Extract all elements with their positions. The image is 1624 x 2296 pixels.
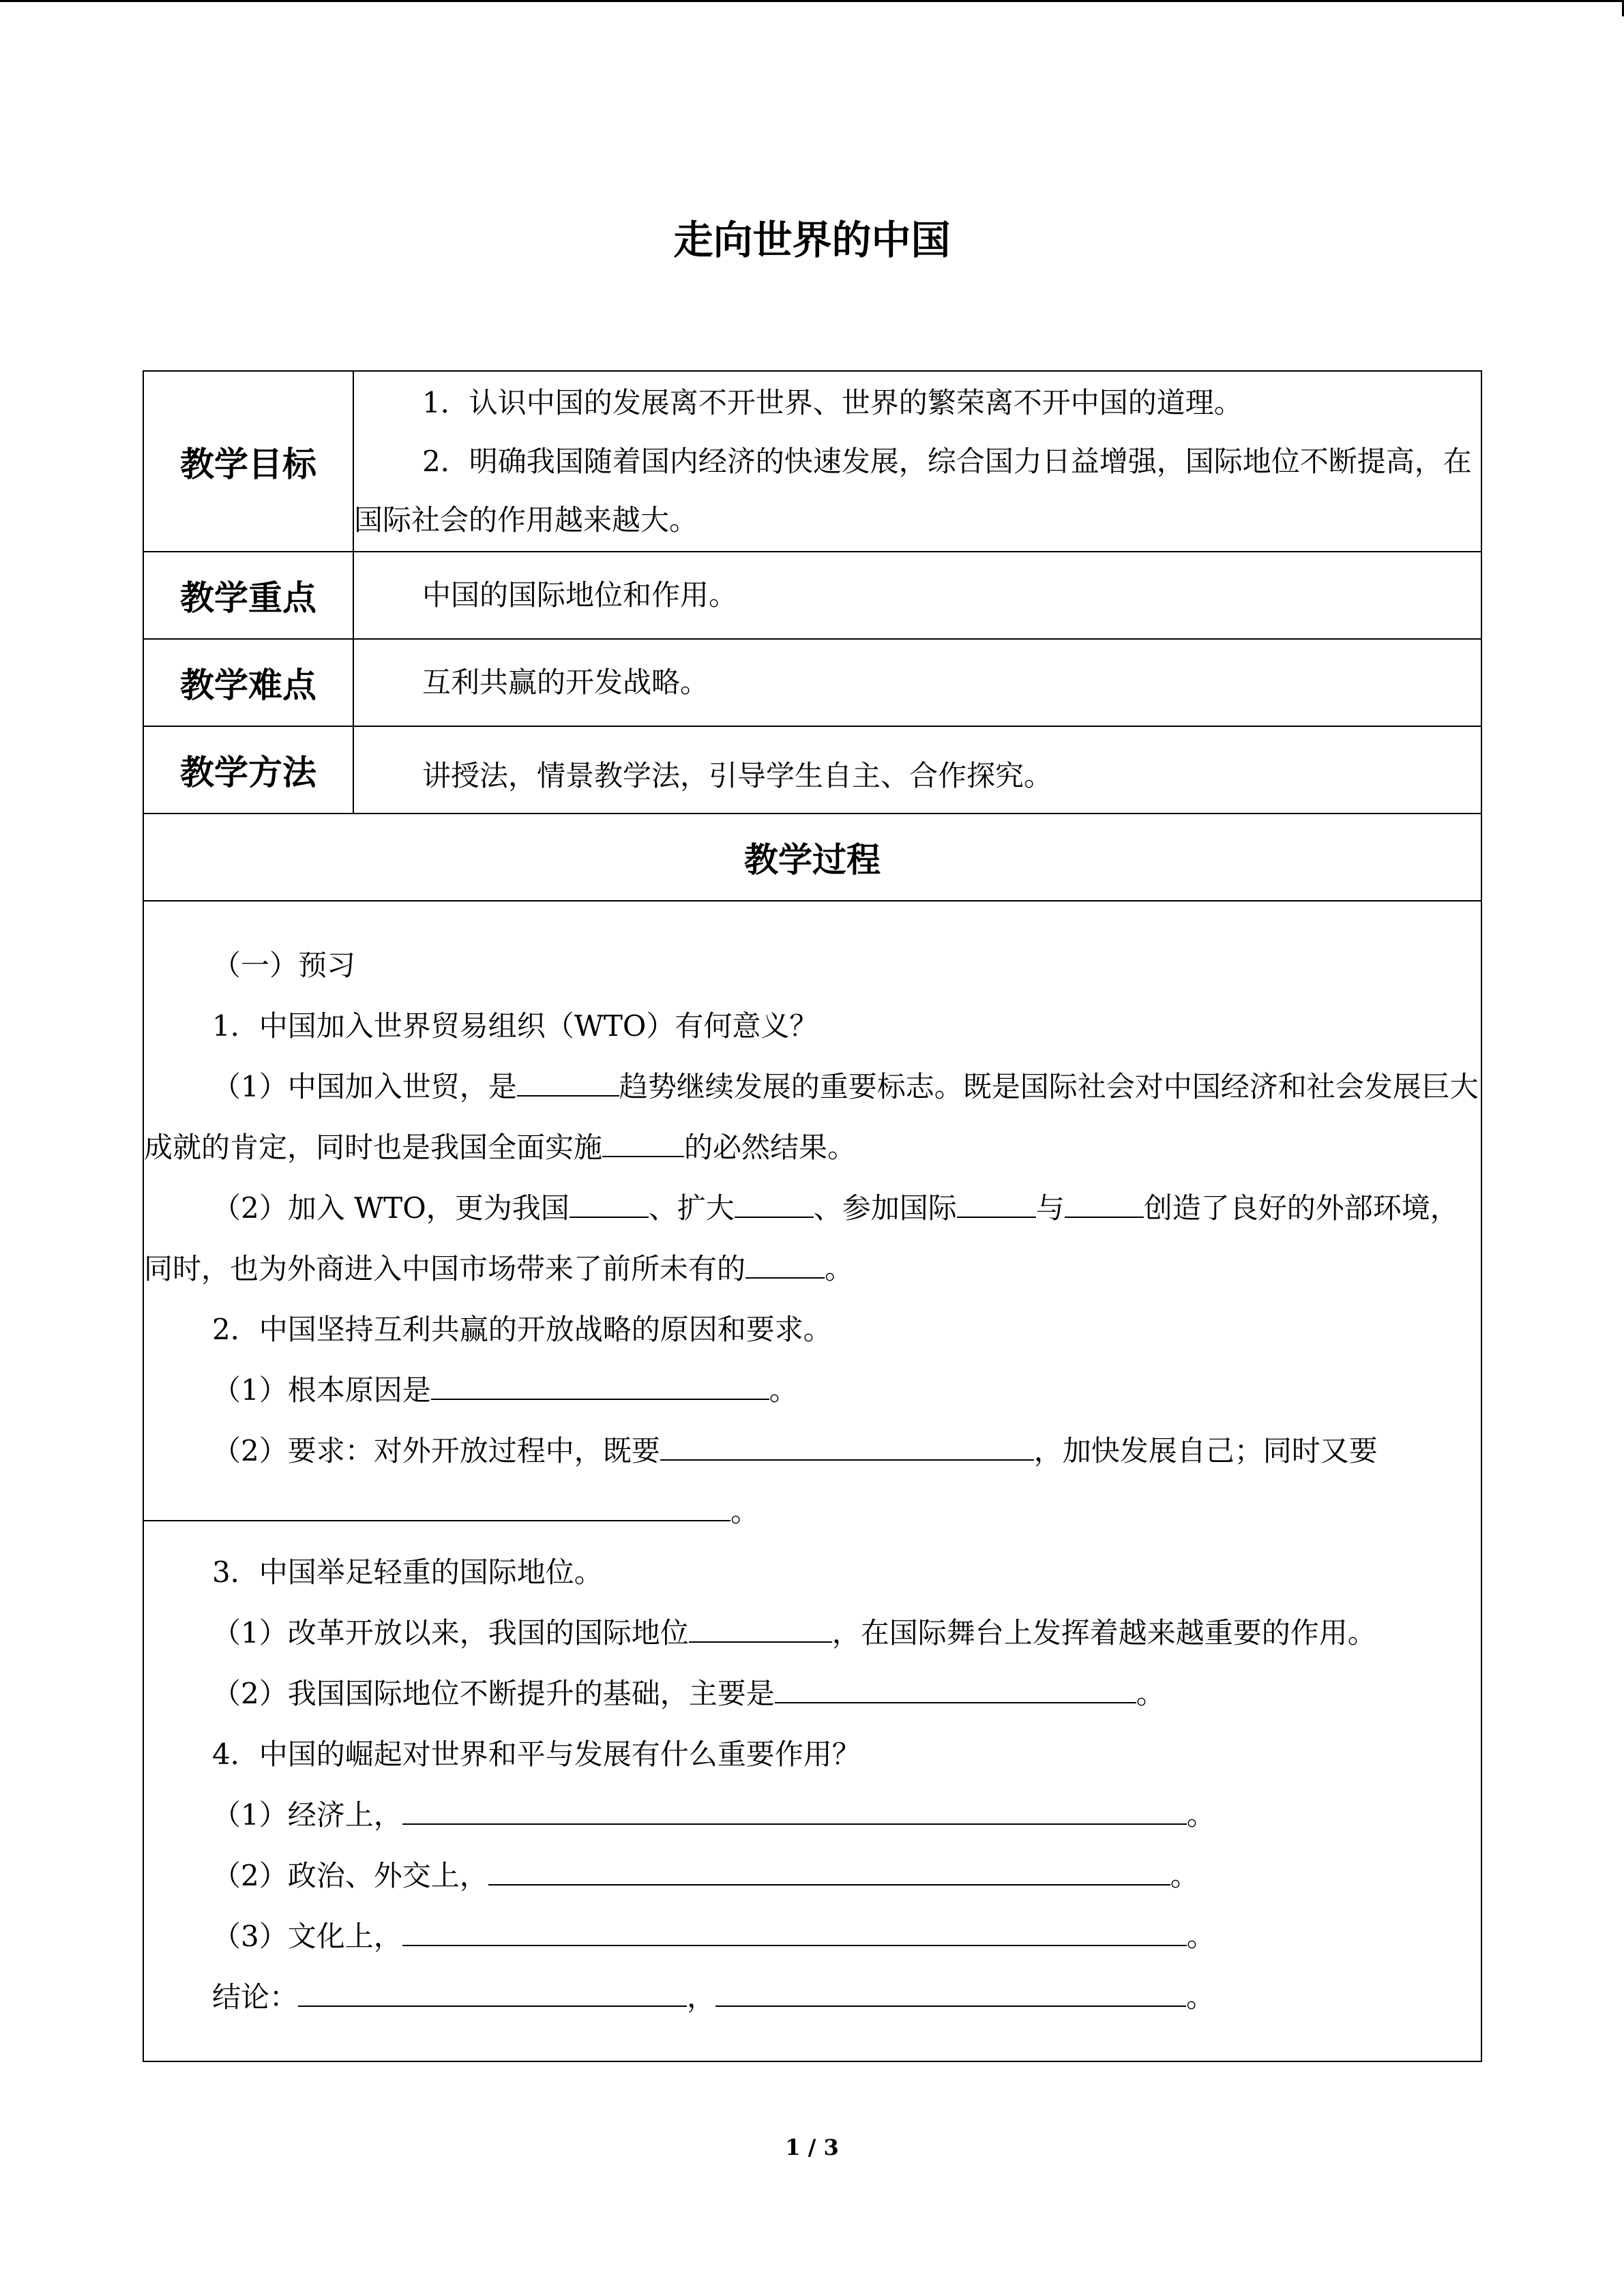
cell-teaching-goals [353,371,1481,552]
label-methods: 教学方法 [143,726,353,814]
label-difficulties: 教学难点 [143,639,353,726]
q2b-text-1: （2）要求：对外开放过程中，既要 [212,1434,660,1467]
fill-blank[interactable] [735,1189,814,1218]
fill-blank[interactable] [745,1250,825,1279]
question-2: 2．中国坚持互利共赢的开放战略的原因和要求。 [212,1313,832,1346]
fill-blank[interactable] [1065,1189,1144,1218]
q4a-text-2: 。 [1186,1798,1215,1832]
q3b-text-1: （2）我国国际地位不断提升的基础，主要是 [212,1677,775,1710]
q3b-text-2: 。 [1136,1677,1165,1710]
fill-blank[interactable] [517,1068,619,1097]
conclusion-text-3: 。 [1186,1980,1215,2014]
fill-blank[interactable] [715,1978,1186,2007]
fill-blank[interactable] [298,1978,687,2007]
q1a-text-3: 的必然结果。 [684,1131,857,1164]
question-1-part-2 [144,1178,1481,1299]
q3a-text-1: （1）改革开放以来，我国的国际地位 [212,1616,689,1650]
fill-blank[interactable] [488,1857,1170,1885]
q4b-text-2: 。 [1170,1859,1199,1892]
q2b-text-2: ，加快发展自己；同时又要 [1033,1434,1378,1467]
question-3-part-2 [144,1663,1481,1724]
label-teaching-goals: 教学目标 [143,371,353,552]
row-difficulties [143,639,1481,726]
process-heading: 教学过程 [143,814,1481,901]
q2b-text-3: 。 [730,1495,760,1528]
fill-blank[interactable] [431,1371,769,1400]
q1b-text-5: 创造了良好的外部环境，同时，也为外商进入中国市场带来了前所未有的 [144,1191,1459,1285]
section-preview-heading: （一）预习 [212,949,356,982]
q1b-text-2: 、扩大 [648,1191,735,1225]
row-key-points [143,552,1481,639]
q4c-text-2: 。 [1186,1920,1215,1953]
q1b-text-1: （2）加入 WTO，更为我国 [212,1191,570,1225]
q2a-text-2: 。 [769,1373,798,1407]
difficulties-text: 互利共赢的开发战略。 [422,666,709,699]
fill-blank[interactable] [402,1796,1187,1825]
cell-methods [353,726,1481,814]
page-number: 1 / 3 [785,2134,839,2160]
q4c-text-1: （3）文化上， [212,1920,402,1953]
fill-blank[interactable] [402,1918,1187,1946]
row-methods [143,726,1481,814]
question-2-part-2 [144,1420,1481,1542]
question-3: 3．中国举足轻重的国际地位。 [212,1555,603,1589]
q1b-text-3: 、参加国际 [813,1191,957,1225]
methods-text: 讲授法，情景教学法，引导学生自主、合作探究。 [422,759,1053,792]
label-key-points: 教学重点 [143,552,353,639]
page-title: 走向世界的中国 [673,217,951,263]
row-teaching-goals [143,371,1481,552]
fill-blank[interactable] [689,1614,832,1643]
question-4-part-1 [144,1785,1481,1845]
process-content [143,901,1481,2061]
q4b-text-1: （2）政治、外交上， [212,1859,488,1892]
q3a-text-2: ，在国际舞台上发挥着越来越重要的作用。 [831,1616,1376,1650]
fill-blank[interactable] [957,1189,1036,1218]
row-process-body [143,901,1481,2061]
goal-item-1: 1．认识中国的发展离不开世界、世界的繁荣离不开中国的道理。 [422,385,1243,419]
fill-blank[interactable] [570,1189,649,1218]
cell-key-points [353,552,1481,639]
conclusion-text-1: 结论： [212,1980,299,2014]
q1a-text-1: （1）中国加入世贸，是 [212,1070,517,1103]
question-1: 1．中国加入世界贸易组织（WTO）有何意义？ [212,1009,818,1043]
conclusion-line [144,1967,1481,2027]
q1a-text-2: 趋势继续发展的重要标志。既是国际社会对中国经济和社会发展巨大成就的肯定，同时也是我国全面实施 [144,1070,1479,1164]
goal-item-2: 2．明确我国随着国内经济的快速发展，综合国力日益增强，国际地位不断提高，在国际社会的作用越来越大。 [354,444,1472,537]
fill-blank[interactable] [602,1129,684,1157]
top-border-line [0,0,1624,2]
question-2-part-1 [144,1360,1481,1420]
q4a-text-1: （1）经济上， [212,1798,402,1832]
key-points-text: 中国的国际地位和作用。 [422,578,738,612]
question-4-part-3 [144,1906,1481,1967]
q1b-text-6: 。 [825,1252,854,1285]
question-4: 4．中国的崛起对世界和平与发展有什么重要作用？ [212,1738,861,1771]
q1b-text-4: 与 [1035,1191,1065,1225]
cell-difficulties [353,639,1481,726]
fill-blank[interactable] [144,1493,730,1521]
row-process-heading [143,814,1481,901]
question-4-part-2 [144,1845,1481,1906]
q2a-text-1: （1）根本原因是 [212,1373,431,1407]
lesson-plan-table [143,370,1482,2062]
fill-blank[interactable] [775,1675,1136,1703]
question-3-part-1 [144,1602,1481,1663]
fill-blank[interactable] [660,1432,1034,1461]
question-1-part-1 [144,1056,1481,1178]
conclusion-text-2: ， [687,1980,716,2014]
